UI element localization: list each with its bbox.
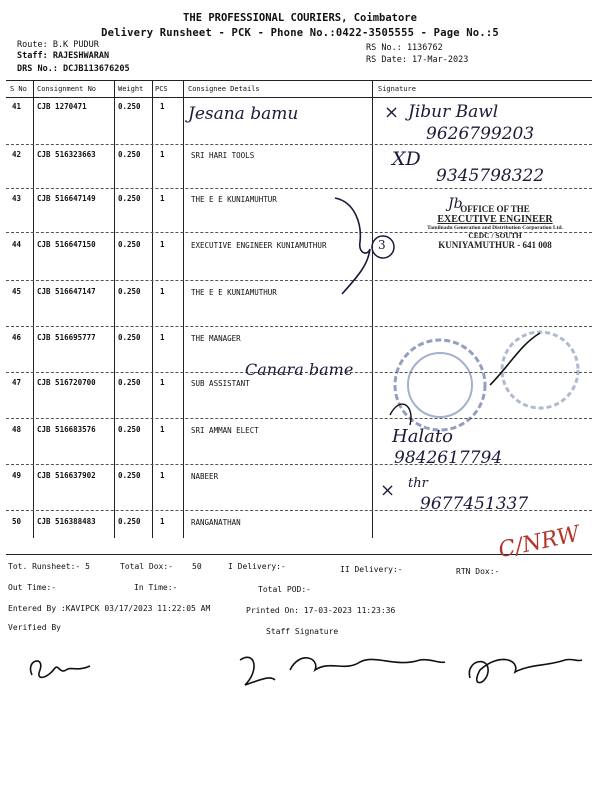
col-header-weight: Weight <box>118 85 144 93</box>
verified-by: Verified By <box>8 623 61 632</box>
table-row-consignment: CJB 516647147 <box>37 287 96 296</box>
table-row-consignment: CJB 516647149 <box>37 194 96 203</box>
table-row-consignee: EXECUTIVE ENGINEER KUNIAMUTHUR <box>191 241 327 250</box>
table-row-weight: 0.250 <box>118 240 141 249</box>
table-row-sno: 44 <box>12 240 22 249</box>
rs-date: RS Date: 17-Mar-2023 <box>366 55 469 65</box>
col-header-sno: S No <box>10 85 27 93</box>
table-row-consignee: NABEER <box>191 472 219 481</box>
rs-number: RS No.: 1136762 <box>366 43 443 53</box>
handwritten-name-47: Canara bame <box>245 360 354 379</box>
col-header-pcs: PCS <box>155 85 168 93</box>
handwritten-mark-49: × <box>380 480 396 501</box>
table-row-consignment: CJB 516323663 <box>37 150 96 159</box>
table-row-pcs: 1 <box>160 150 165 159</box>
table-row-pcs: 1 <box>160 517 165 526</box>
table-row-pcs: 1 <box>160 287 165 296</box>
stamp-line: CEDC / SOUTH <box>468 231 522 240</box>
table-row-pcs: 1 <box>160 425 165 434</box>
table-row-consignment: CJB 516388483 <box>37 517 96 526</box>
total-dox-value: 50 <box>192 562 202 571</box>
table-row-sno: 42 <box>12 150 22 159</box>
table-row-consignee: THE E E KUNIAMUTHUR <box>191 288 277 297</box>
runsheet-subtitle: Delivery Runsheet - PCK - Phone No.:0422-3505555 - Page No.:5 <box>101 27 499 39</box>
table-row-consignment: CJB 516720700 <box>37 378 96 387</box>
table-row-pcs: 1 <box>160 102 165 111</box>
handwritten-signature-41: Jibur Bawl <box>408 102 499 122</box>
stamp-line: OFFICE OF THE <box>460 204 530 214</box>
table-row-consignee: SUB ASSISTANT <box>191 379 250 388</box>
total-dox-label: Total Dox:- <box>120 562 173 571</box>
table-row-sno: 43 <box>12 194 22 203</box>
table-row-weight: 0.250 <box>118 517 141 526</box>
table-row-sno: 45 <box>12 287 22 296</box>
red-ink-note: C/NRW <box>496 521 582 564</box>
rtn-dox: RTN Dox:- <box>456 567 500 576</box>
drs-number: DRS No.: DCJB113676205 <box>17 64 130 74</box>
handwritten-name-41: Jesana bamu <box>188 104 299 124</box>
table-row-consignee: SRI HARI TOOLS <box>191 151 255 160</box>
col-header-signature: Signature <box>378 85 416 93</box>
col-divider <box>372 80 373 538</box>
table-row-weight: 0.250 <box>118 378 141 387</box>
i-delivery: I Delivery:- <box>228 562 286 571</box>
circled-number: 3 <box>378 238 386 252</box>
row-separator <box>6 280 592 281</box>
col-divider <box>152 80 153 538</box>
in-time: In Time:- <box>134 583 178 592</box>
staff-signature-label: Staff Signature <box>266 627 339 636</box>
office-stamp <box>400 204 590 250</box>
table-row-consignee: SRI AMMAN ELECT <box>191 426 259 435</box>
row-separator <box>6 188 592 189</box>
table-row-consignee: THE MANAGER <box>191 334 241 343</box>
handwritten-phone-49: 9677451337 <box>420 494 529 514</box>
col-header-consignee: Consignee Details <box>188 85 260 93</box>
table-row-sno: 50 <box>12 517 22 526</box>
col-divider <box>114 80 115 538</box>
route: Route: B.K PUDUR <box>17 40 99 50</box>
stamp-line: KUNIYAMUTHUR - 641 008 <box>438 240 552 250</box>
table-row-consignee: RANGANATHAN <box>191 518 241 527</box>
table-row-sno: 46 <box>12 333 22 342</box>
out-time: Out Time:- <box>8 583 57 592</box>
table-row-consignment: CJB 1270471 <box>37 102 87 111</box>
table-row-pcs: 1 <box>160 378 165 387</box>
table-row-weight: 0.250 <box>118 333 141 342</box>
table-row-sno: 48 <box>12 425 22 434</box>
table-row-sno: 49 <box>12 471 22 480</box>
table-top-rule <box>6 80 592 81</box>
total-pod: Total POD:- <box>258 585 311 594</box>
table-row-consignee: THE E E KUNIAMUHTUR <box>191 195 277 204</box>
header-bottom-rule <box>6 97 592 98</box>
col-header-consignment: Consignment No <box>37 85 97 93</box>
table-row-weight: 0.250 <box>118 194 141 203</box>
printed-on: Printed On: 17-03-2023 11:23:36 <box>246 606 396 615</box>
table-row-consignment: CJB 516647150 <box>37 240 96 249</box>
table-row-sno: 47 <box>12 378 22 387</box>
table-row-pcs: 1 <box>160 240 165 249</box>
table-row-consignment: CJB 516637902 <box>37 471 96 480</box>
table-row-consignment: CJB 516695777 <box>37 333 96 342</box>
tot-runsheet: Tot. Runsheet:- 5 <box>8 562 90 571</box>
handwritten-phone-48: 9842617794 <box>394 448 503 468</box>
handwritten-signature-48: Halato <box>392 426 453 447</box>
table-row-pcs: 1 <box>160 333 165 342</box>
stamp-initials: Jb <box>448 196 463 212</box>
bottom-signatures <box>0 640 600 700</box>
table-row-weight: 0.250 <box>118 102 141 111</box>
col-divider <box>183 80 184 538</box>
stamp-line: Tamilnadu Generation and Distribution Corporation Ltd. <box>427 225 563 231</box>
table-row-weight: 0.250 <box>118 425 141 434</box>
handwritten-signature-42: XD <box>392 148 421 170</box>
handwritten-mark-41: × <box>384 102 400 123</box>
stamp-line: EXECUTIVE ENGINEER <box>437 214 553 225</box>
table-row-weight: 0.250 <box>118 287 141 296</box>
row-separator <box>6 464 592 465</box>
company-title: THE PROFESSIONAL COURIERS, Coimbatore <box>183 12 417 24</box>
row-separator <box>6 144 592 145</box>
table-row-consignment: CJB 516683576 <box>37 425 96 434</box>
handwritten-phone-42: 9345798322 <box>436 166 545 186</box>
table-row-weight: 0.250 <box>118 150 141 159</box>
entered-by: Entered By :KAVIPCK 03/17/2023 11:22:05 AM <box>8 604 211 613</box>
staff: Staff: RAJESHWARAN <box>17 51 110 61</box>
table-row-sno: 41 <box>12 102 22 111</box>
table-row-pcs: 1 <box>160 471 165 480</box>
col-divider <box>33 80 34 538</box>
handwritten-phone-41: 9626799203 <box>426 124 535 144</box>
table-row-pcs: 1 <box>160 194 165 203</box>
handwritten-signature-49: thr <box>408 476 428 491</box>
ii-delivery: II Delivery:- <box>340 565 403 574</box>
table-row-weight: 0.250 <box>118 471 141 480</box>
